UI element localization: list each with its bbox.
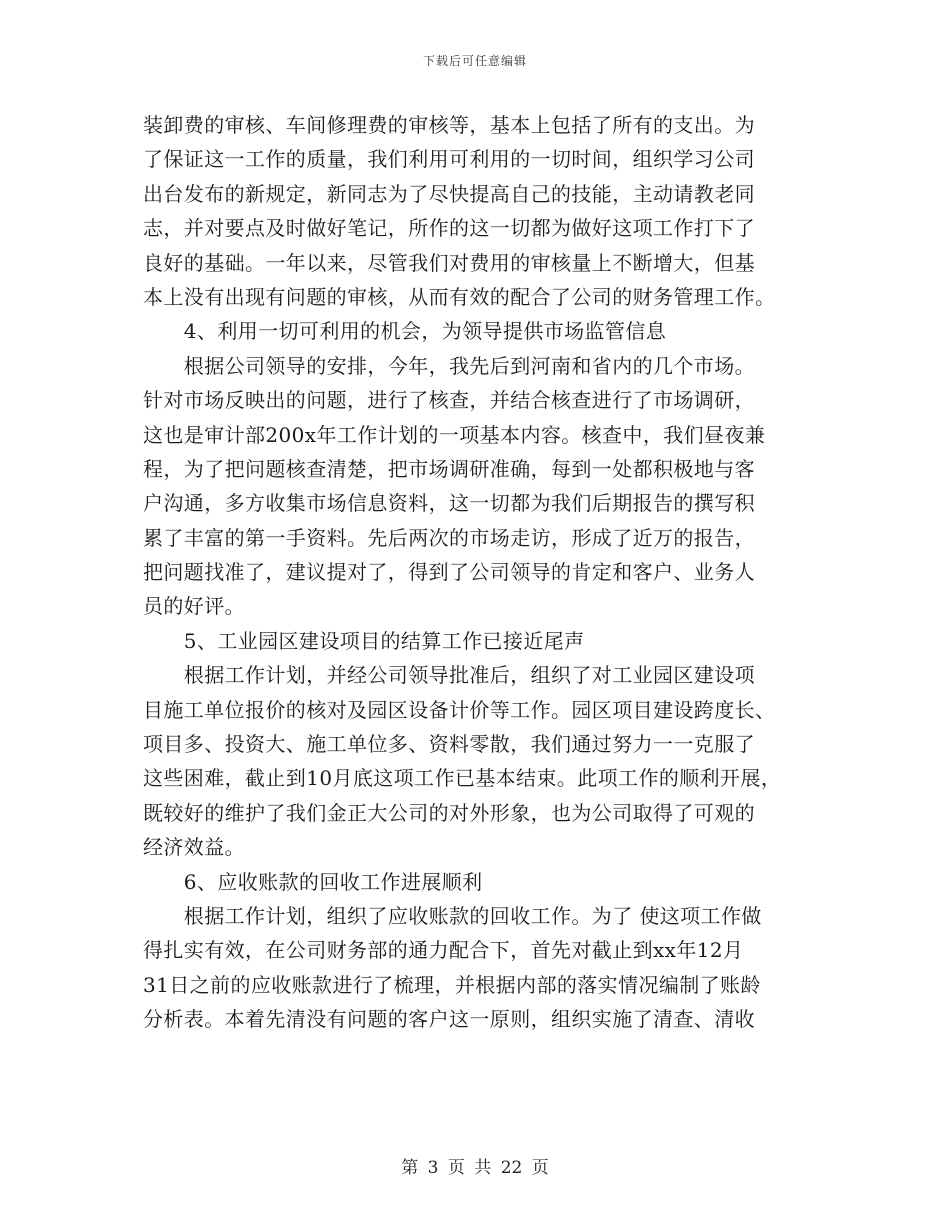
section-heading: 5、工业园区建设项目的结算工作已接近尾声	[143, 628, 585, 653]
section-heading: 6、应收账款的回收工作进展顺利	[143, 869, 483, 894]
text-line: 装卸费的审核、车间修理费的审核等，基本上包括了所有的支出。为	[143, 113, 755, 137]
text-line: 这也是审计部200x年工作计划的一项基本内容。核查中，我们昼夜兼	[143, 422, 766, 447]
text-line: 这些困难，截止到10月底这项工作已基本结束。此项工作的顺利开展，	[143, 766, 782, 791]
text-line: 根据公司领导的安排，今年，我先后到河南和省内的几个市场。	[143, 353, 755, 378]
text-line: 针对市场反映出的问题，进行了核查，并结合核查进行了市场调研，	[143, 388, 755, 413]
text-line: 既较好的维护了我们金正大公司的对外形象，也为公司取得了可观的	[143, 800, 755, 825]
text-line: 分析表。本着先清没有问题的客户这一原则，组织实施了清查、清收	[143, 1007, 755, 1032]
document-body	[143, 108, 823, 1037]
text-line: 志，并对要点及时做好笔记，所作的这一切都为做好这项工作打下了	[143, 216, 755, 241]
text-line: 程，为了把问题核查清楚，把市场调研准确，每到一处都积极地与客	[143, 456, 755, 481]
text-line: 本上没有出现有问题的审核，从而有效的配合了公司的财务管理工作。	[143, 284, 776, 309]
text-line: 根据工作计划，并经公司领导批准后，组织了对工业园区建设项	[143, 663, 755, 688]
text-line: 良好的基础。一年以来，尽管我们对费用的审核量上不断增大，但基	[143, 250, 755, 275]
text-line: 31日之前的应收账款进行了梳理，并根据内部的落实情况编制了账龄	[143, 972, 761, 997]
section-heading: 4、利用一切可利用的机会，为领导提供市场监管信息	[143, 319, 667, 344]
text-line: 得扎实有效，在公司财务部的通力配合下，首先对截止到xx年12月	[143, 938, 744, 963]
text-line: 了保证这一工作的质量，我们利用可利用的一切时间，组织学习公司	[143, 147, 755, 172]
page-header-note: 下载后可任意编辑	[422, 54, 527, 68]
text-line: 员的好评。	[143, 594, 245, 619]
text-line: 户沟通，多方收集市场信息资料，这一切都为我们后期报告的撰写积	[143, 491, 755, 516]
text-line: 出台发布的新规定，新同志为了尽快提高自己的技能，主动请教老同	[143, 181, 755, 206]
text-line: 目施工单位报价的核对及园区设备计价等工作。园区项目建设跨度长、	[143, 697, 776, 722]
text-line: 根据工作计划，组织了应收账款的回收工作。为了 使这项工作做	[143, 903, 762, 928]
text-line: 项目多、投资大、施工单位多、资料零散，我们通过努力一一克服了	[143, 732, 755, 757]
text-line: 累了丰富的第一手资料。先后两次的市场走访，形成了近万的报告，	[143, 525, 755, 550]
page-number: 第 3 页 共 22 页	[401, 1158, 549, 1178]
text-line: 把问题找准了，建议提对了，得到了公司领导的肯定和客户、业务人	[143, 560, 755, 585]
text-line: 经济效益。	[143, 835, 245, 860]
